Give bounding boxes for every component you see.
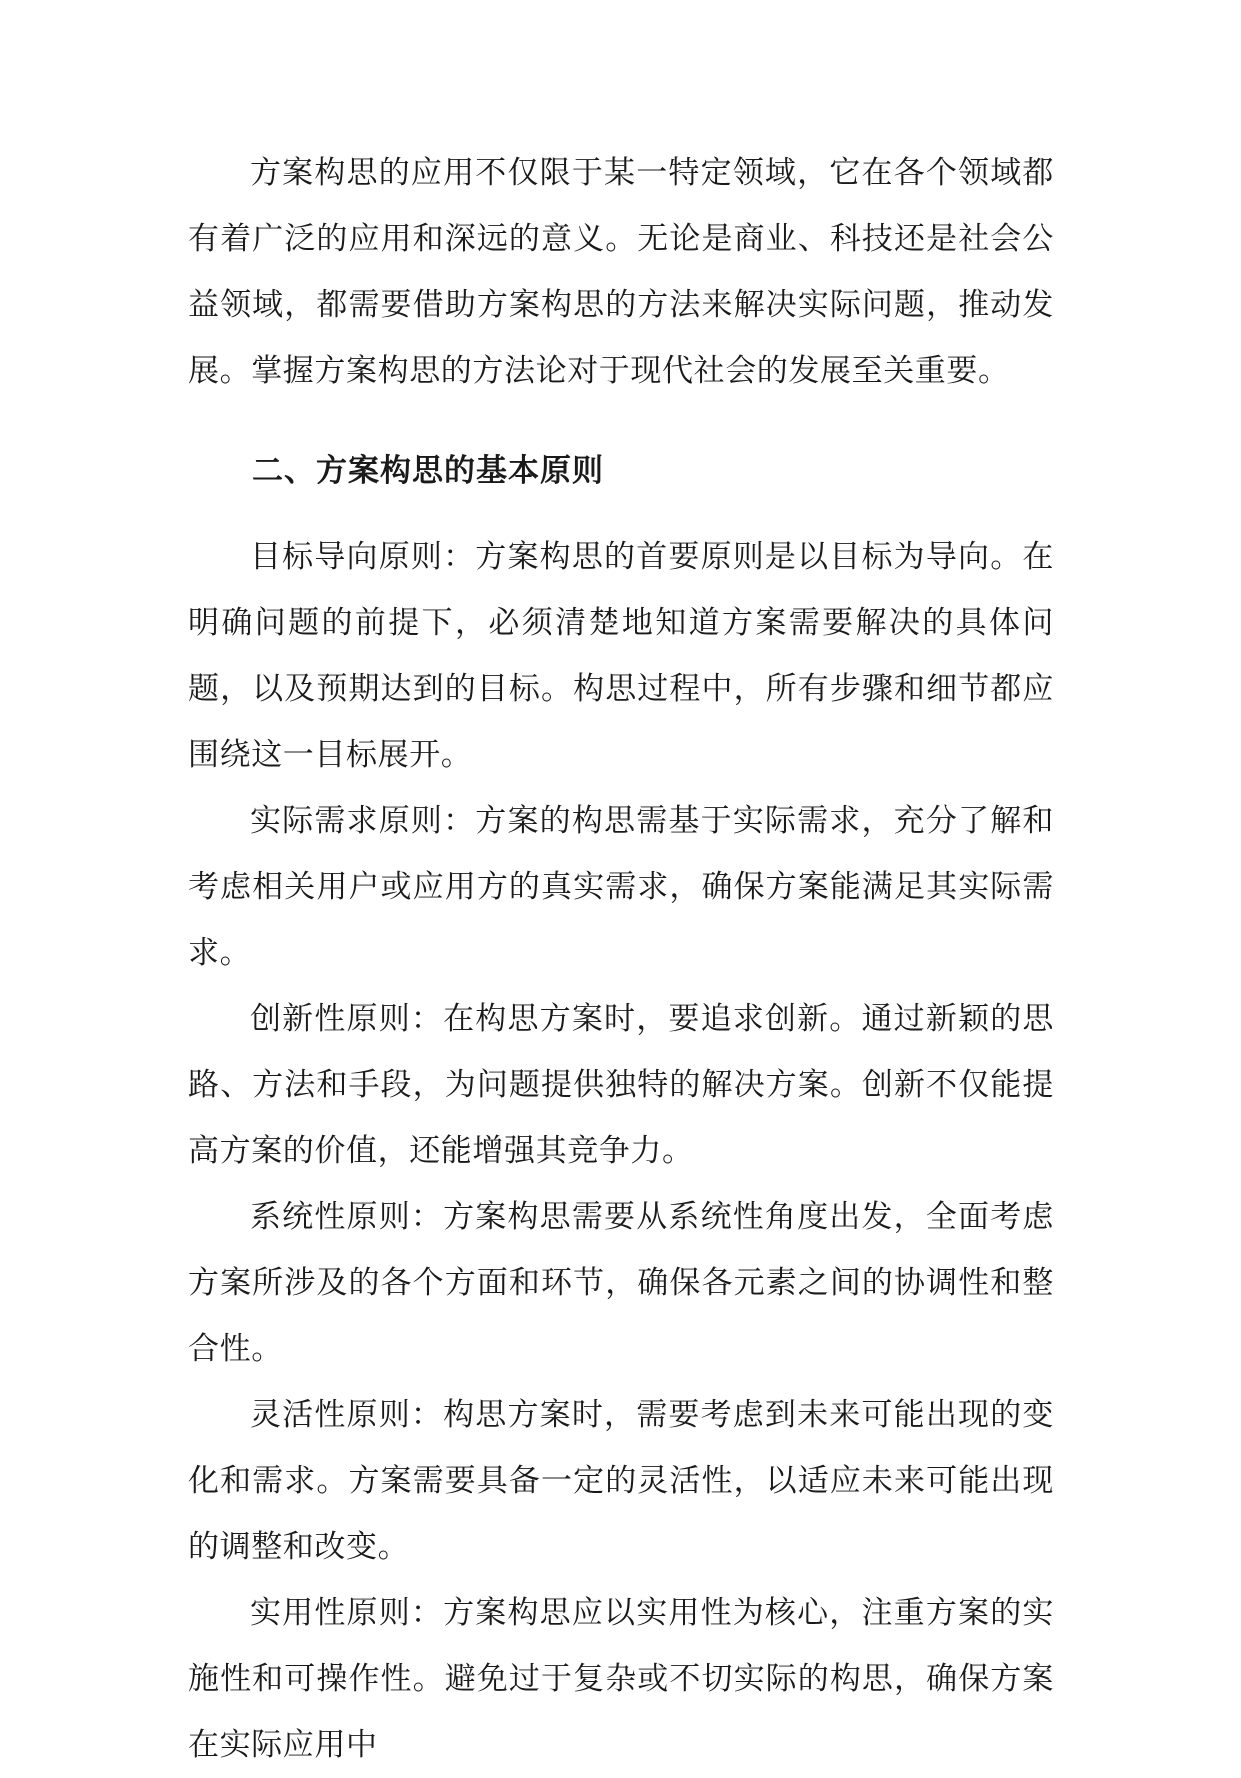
document-page: [188, 140, 1054, 1778]
spacer: [188, 404, 1054, 438]
principle-practicality: 实用性原则：方案构思应以实用性为核心，注重方案的实施性和可操作性。避免过于复杂或不切实际的构思，确保方案在实际应用中: [188, 1595, 1054, 1763]
principle-systematic: 系统性原则：方案构思需要从系统性角度出发，全面考虑方案所涉及的各个方面和环节，确保各元素之间的协调性和整合性。: [188, 1199, 1054, 1367]
principle-flexibility: 灵活性原则：构思方案时，需要考虑到未来可能出现的变化和需求。方案需要具备一定的灵活性，以适应未来可能出现的调整和改变。: [188, 1397, 1054, 1565]
principle-innovation: 创新性原则：在构思方案时，要追求创新。通过新颖的思路、方法和手段，为问题提供独特的解决方案。创新不仅能提高方案的价值，还能增强其竞争力。: [188, 1001, 1054, 1169]
principle-goal-oriented: 目标导向原则：方案构思的首要原则是以目标为导向。在明确问题的前提下，必须清楚地知道方案需要解决的具体问题，以及预期达到的目标。构思过程中，所有步骤和细节都应围绕这一目标展开。: [188, 539, 1054, 773]
principle-actual-needs: 实际需求原则：方案的构思需基于实际需求，充分了解和考虑相关用户或应用方的真实需求，确保方案能满足其实际需求。: [188, 803, 1054, 971]
section-heading: 二、方案构思的基本原则: [252, 453, 604, 489]
spacer: [188, 504, 1054, 524]
intro-paragraph: 方案构思的应用不仅限于某一特定领域，它在各个领域都有着广泛的应用和深远的意义。无论是商业、科技还是社会公益领域，都需要借助方案构思的方法来解决实际问题，推动发展。掌握方案构思的方法论对于现代社会的发展至关重要。: [188, 155, 1054, 389]
